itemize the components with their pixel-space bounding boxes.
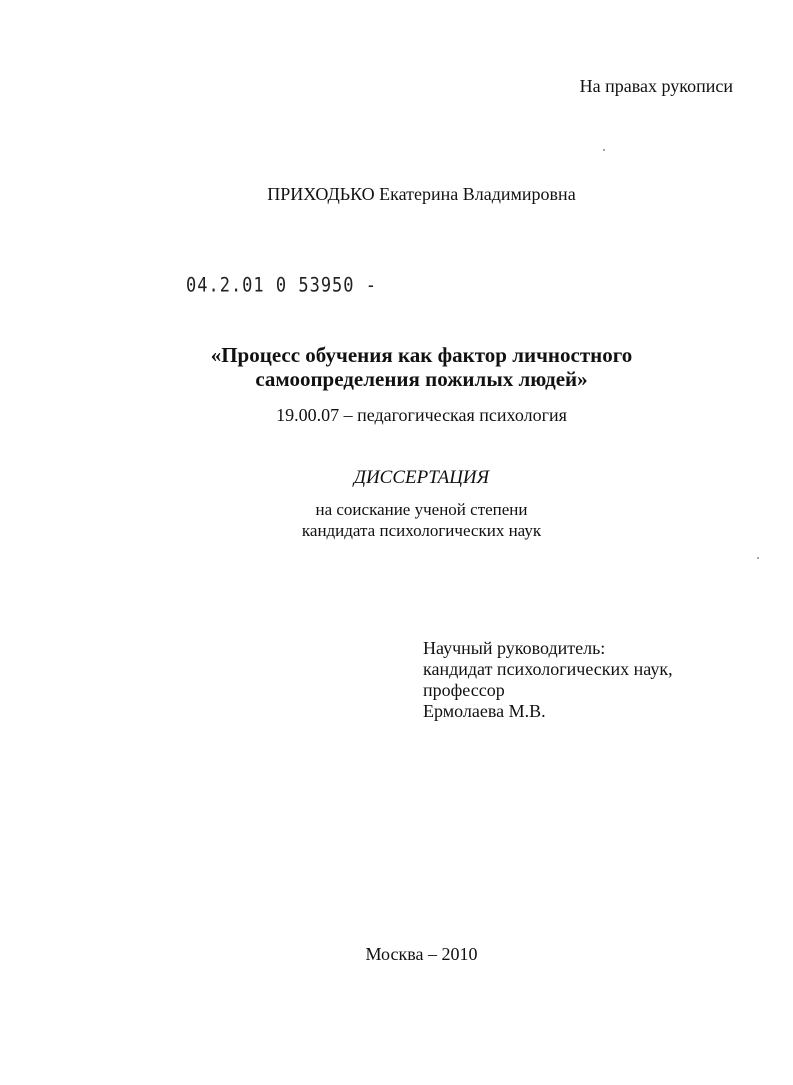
dissertation-title: [0, 343, 793, 391]
supervisor-position: профессор: [423, 680, 505, 700]
supervisor-name: Ермолаева М.В.: [423, 701, 546, 721]
degree-block: [0, 499, 793, 541]
rights-notice: На правах рукописи: [579, 76, 733, 96]
supervisor-rank: кандидат психологических наук,: [423, 659, 673, 679]
document-type: ДИССЕРТАЦИЯ: [353, 467, 490, 488]
city-year: Москва – 2010: [365, 944, 478, 964]
supervisor-block: [423, 638, 673, 722]
title-line-2: самоопределения пожилых людей»: [255, 367, 588, 391]
specialty-code: 19.00.07 – педагогическая психология: [276, 405, 567, 425]
degree-line-2: кандидата психологических наук: [301, 521, 542, 540]
scan-speck: [757, 557, 759, 559]
title-line-1: «Процесс обучения как фактор личностного: [210, 343, 633, 367]
supervisor-heading: Научный руководитель:: [423, 638, 606, 658]
scan-speck: [603, 149, 605, 151]
registration-stamp: 04.2.01 0 53950 -: [186, 274, 377, 297]
author-name: ПРИХОДЬКО Екатерина Владимировна: [267, 184, 576, 204]
degree-line-1: на соискание ученой степени: [315, 500, 528, 519]
